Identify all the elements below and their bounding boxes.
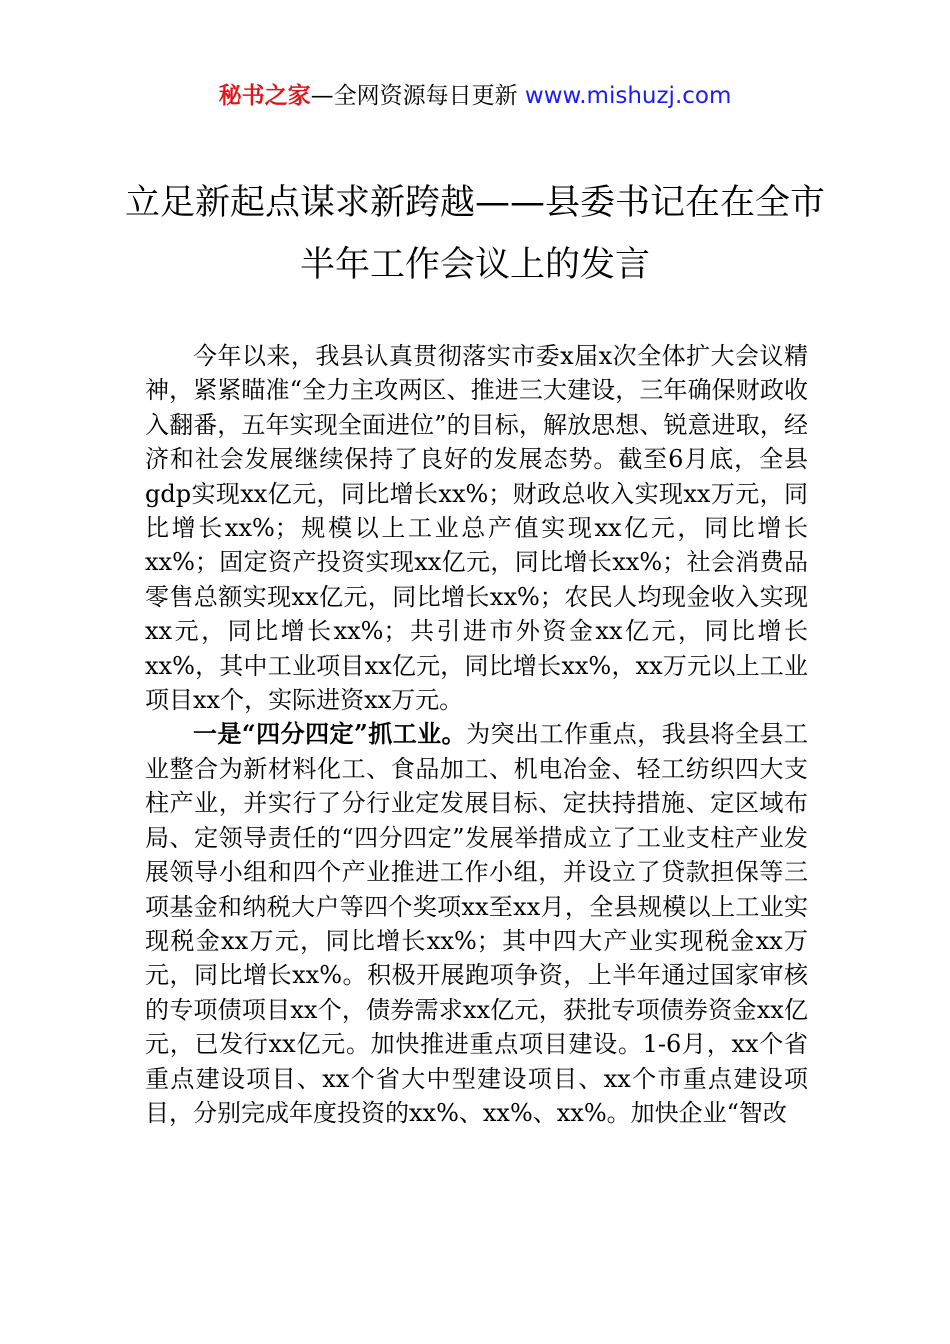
paragraph [145,717,808,1130]
site-slogan: —全网资源每日更新 [310,83,518,109]
paragraph [145,339,808,717]
document-title: 立足新起点谋求新跨越——县委书记在在全市半年工作会议上的发言 [124,183,825,285]
paragraph-text: 为突出工作重点，我县将全县工业整合为新材料化工、食品加工、机电冶金、轻工纺织四大支柱产业，并实行了分行业定发展目标、定扶持措施、定区域布局、定领导责任的“四分四定”发展举措成立了工业支柱产业发展领导小组和四个产业推进工作小组，并设立了贷款担保等三项基金和纳税大户等四个奖项xx至xx月，全县规模以上工业实现税金xx万元，同比增长xx%；其中四大产业实现税金xx万元，同比增长xx%。积极开展跑项争资，上半年通过国家审核的专项债项目xx个，债券需求xx亿元，获批专项债券资金xx亿元，已发行xx亿元。加快推进重点项目建设。1-6月，xx个省重点建设项目、xx个省大中型建设项目、xx个市重点建设项目，分别完成年度投资的xx%、xx%、xx%。加快企业“智改 [145,720,809,1127]
paragraph-lead: 一是“四分四定”抓工业。 [193,719,467,749]
paragraph-text: 今年以来，我县认真贯彻落实市委x届x次全体扩大会议精神，紧紧瞄准“全力主攻两区、推进三大建设，三年确保财政收入翻番，五年实现全面进位”的目标，解放思想、锐意进取，经济和社会发展继续保持了良好的发展态势。截至6月底，全县gdp实现xx亿元，同比增长xx%；财政总收入实现xx万元，同比增长xx%；规模以上工业总产值实现xx亿元，同比增长xx%；固定资产投资实现xx亿元，同比增长xx%；社会消费品零售总额实现xx亿元，同比增长xx%；农民人均现金收入实现xx元，同比增长xx%；共引进市外资金xx亿元，同比增长xx%，其中工业项目xx亿元，同比增长xx%，xx万元以上工业项目xx个，实际进资xx万元。 [145,342,808,715]
site-brand: 秘书之家 [218,83,311,109]
site-header [0,82,950,110]
site-url-link[interactable]: www.mishuzj.com [524,83,732,109]
document-body [145,339,808,1130]
